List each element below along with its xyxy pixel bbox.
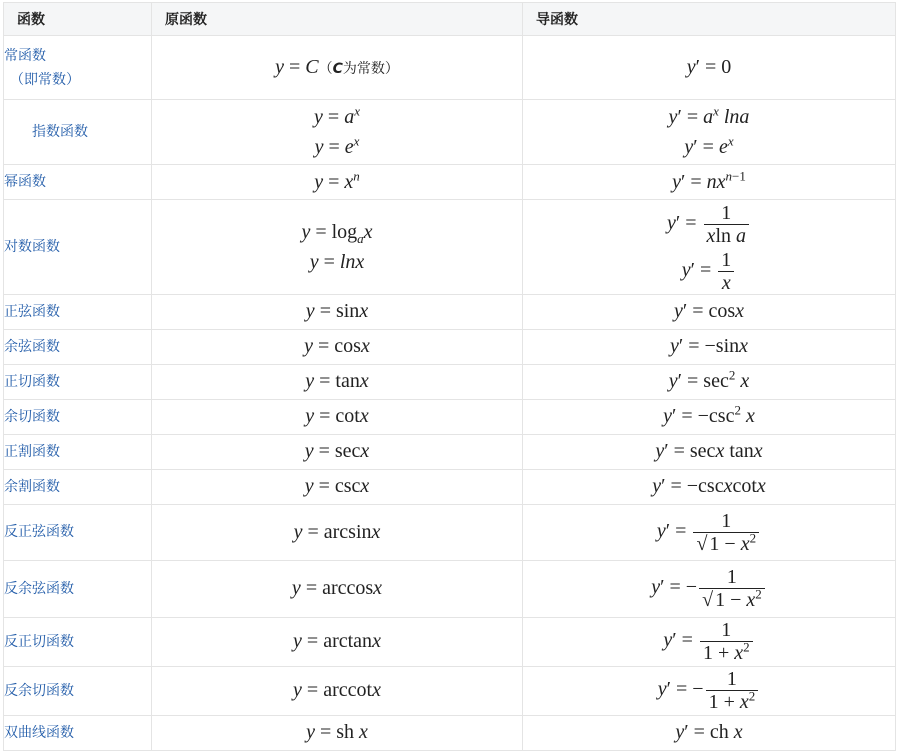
derivative-tangent: $y' = \sec^2 x$	[523, 364, 896, 399]
table-row	[4, 715, 896, 750]
header-derivative: 导函数	[523, 3, 896, 36]
table-row	[4, 399, 896, 434]
table-row	[4, 560, 896, 617]
name-arcsine[interactable]: 反正弦函数	[4, 504, 152, 560]
table-row	[4, 504, 896, 560]
original-logarithm: $y = \log_ax$ y = lnx	[152, 200, 523, 295]
name-arccotangent[interactable]: 反余切函数	[4, 666, 152, 715]
name-exponential[interactable]: 指数函数	[4, 100, 152, 165]
table-row	[4, 617, 896, 666]
original-exponential: $y = a^x$ $y = e^x$	[152, 100, 523, 165]
original-power: $y = x^n$	[152, 165, 523, 200]
derivative-arctangent: y′ = $\frac{1}{1 + x^2}$	[523, 617, 896, 666]
original-arctangent: y = arctanx	[152, 617, 523, 666]
header-function: 函数	[4, 3, 152, 36]
table-row	[4, 200, 896, 295]
name-cosine[interactable]: 余弦函数	[4, 329, 152, 364]
derivative-logarithm: y′ = $\frac{1}{\text{xln a}}$ y′ = $\frac{1}{x}$	[523, 200, 896, 295]
derivative-cosecant: y′ = −cscxcotx	[523, 469, 896, 504]
derivative-arccotangent: y′ = − $\frac{1}{1 + x^2}$	[523, 666, 896, 715]
derivative-cosine: y′ = −sinx	[523, 329, 896, 364]
original-tangent: y = tanx	[152, 364, 523, 399]
name-hyperbolic[interactable]: 双曲线函数	[4, 715, 152, 750]
original-arccosine: y = arccosx	[152, 560, 523, 617]
name-cosecant[interactable]: 余割函数	[4, 469, 152, 504]
derivative-constant: y′ = 0	[523, 36, 896, 100]
derivative-arcsine: y′ = $\frac{1}{√ 1 - x^2}$	[523, 504, 896, 560]
header-original: 原函数	[152, 3, 523, 36]
original-cotangent: y = cotx	[152, 399, 523, 434]
name-sine[interactable]: 正弦函数	[4, 294, 152, 329]
original-cosecant: y = cscx	[152, 469, 523, 504]
original-hyperbolic: y = sh x	[152, 715, 523, 750]
table-row	[4, 666, 896, 715]
derivative-secant: y′ = secx tanx	[523, 434, 896, 469]
derivative-exponential: $y' = a^x$ lna $y' = e^x$	[523, 100, 896, 165]
derivative-table	[3, 2, 896, 751]
derivative-arccosine: y′ = − $\frac{1}{√ 1 - x^2}$	[523, 560, 896, 617]
derivative-cotangent: $y' = -\csc^2$ x	[523, 399, 896, 434]
name-cotangent[interactable]: 余切函数	[4, 399, 152, 434]
table-row	[4, 165, 896, 200]
header-row	[4, 3, 896, 36]
original-cosine: y = cosx	[152, 329, 523, 364]
original-secant: y = secx	[152, 434, 523, 469]
table-row	[4, 364, 896, 399]
table-row	[4, 329, 896, 364]
derivative-power: $y' = nx^{n-1}$	[523, 165, 896, 200]
name-arctangent[interactable]: 反正切函数	[4, 617, 152, 666]
table-row	[4, 294, 896, 329]
original-arcsine: y = arcsinx	[152, 504, 523, 560]
original-sine: y = sinx	[152, 294, 523, 329]
table-row	[4, 434, 896, 469]
original-arccotangent: y = arccotx	[152, 666, 523, 715]
name-arccosine[interactable]: 反余弦函数	[4, 560, 152, 617]
original-constant: y = C（C为常数）	[152, 36, 523, 100]
table-row	[4, 469, 896, 504]
name-power[interactable]: 幂函数	[4, 165, 152, 200]
name-secant[interactable]: 正割函数	[4, 434, 152, 469]
derivative-hyperbolic: y′ = ch x	[523, 715, 896, 750]
name-tangent[interactable]: 正切函数	[4, 364, 152, 399]
derivative-sine: y′ = cosx	[523, 294, 896, 329]
table-row	[4, 36, 896, 100]
name-constant[interactable]: 常函数 （即常数）	[4, 36, 152, 100]
table-row	[4, 100, 896, 165]
name-logarithm[interactable]: 对数函数	[4, 200, 152, 295]
